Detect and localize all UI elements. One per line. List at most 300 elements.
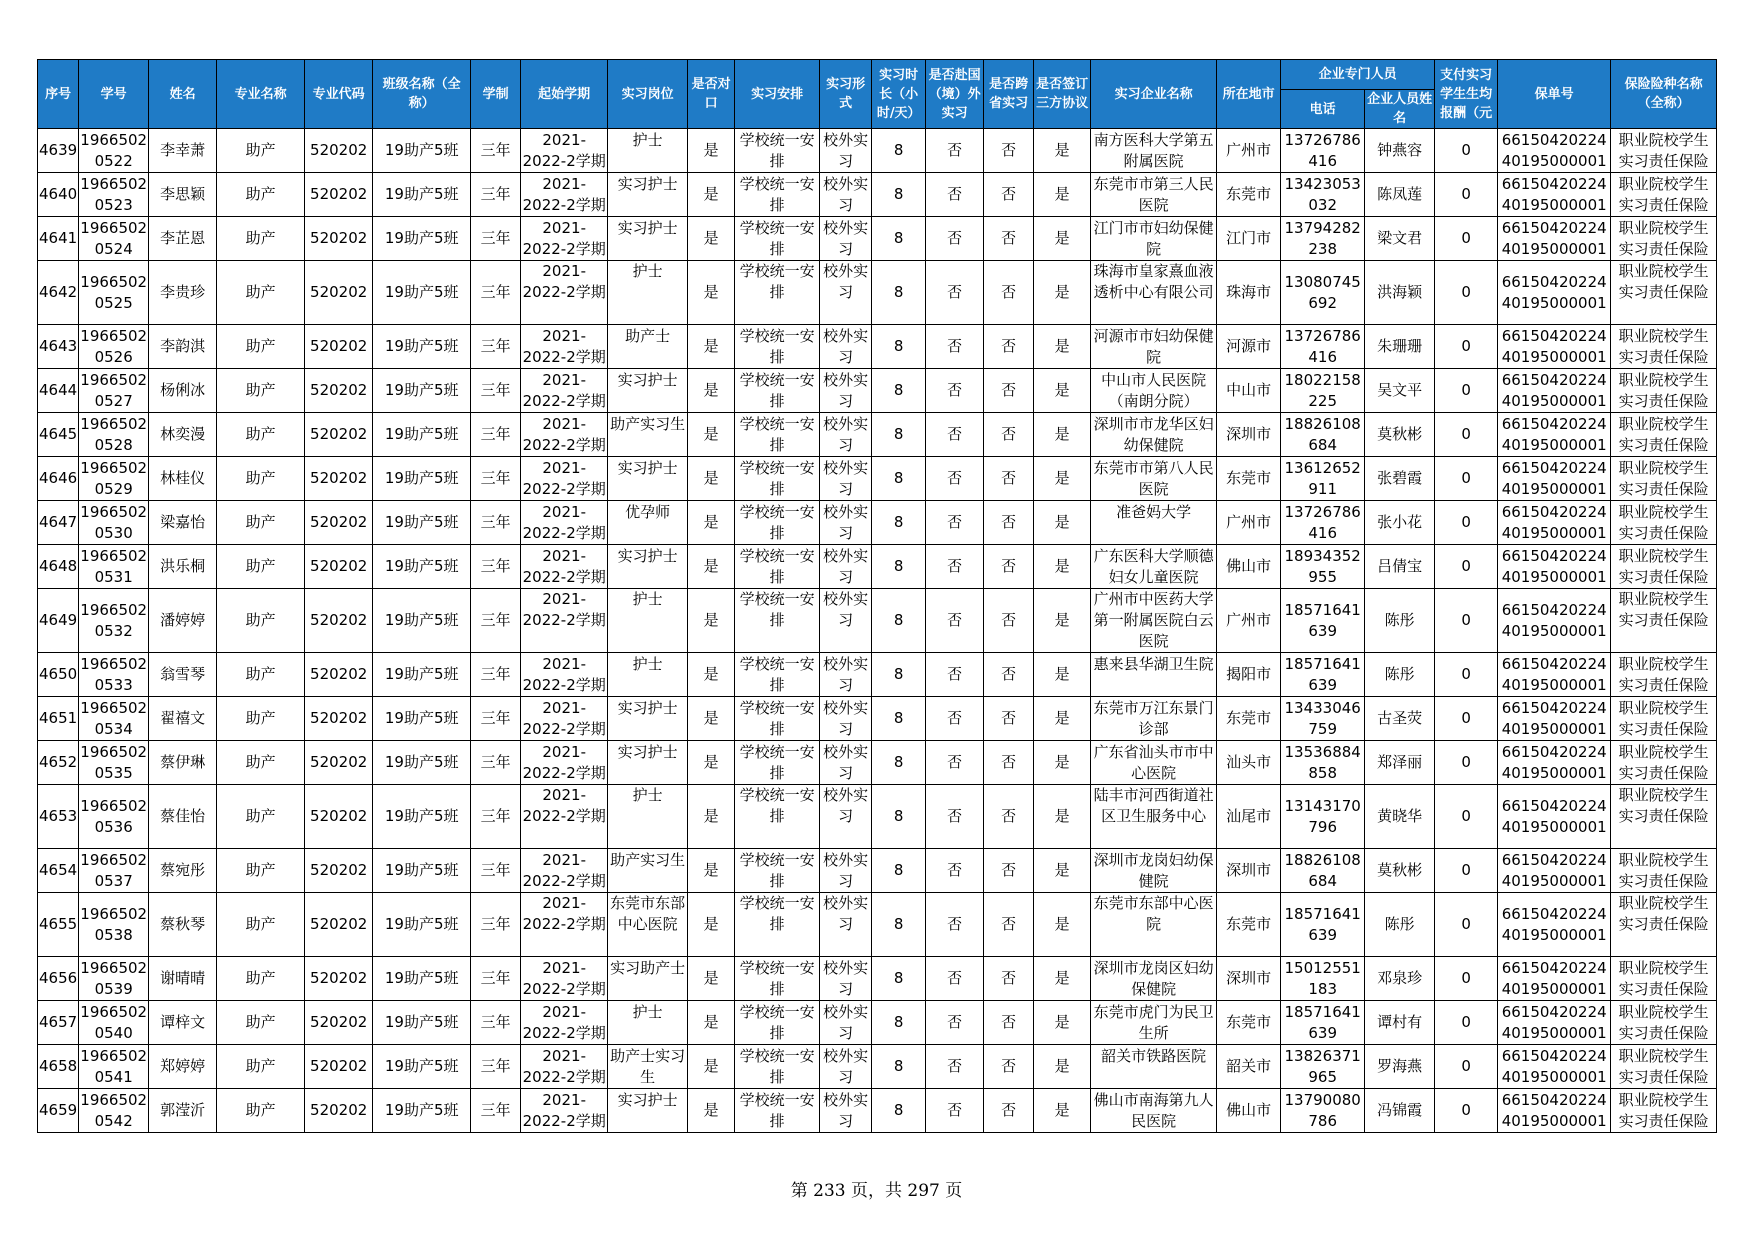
policy-part2: 40195000001 [1501,925,1607,944]
cell-major-code [305,785,373,849]
cell-phone [1281,849,1365,893]
cell-policy [1498,785,1611,849]
insurance: 职业院校学生实习责任保险 [1618,654,1709,694]
class-name: 19助产5班 [384,185,459,203]
student-id-part2: 0534 [94,719,133,738]
cell-student-name [149,893,217,957]
cell-abroad [926,653,984,697]
cell-phone [1281,697,1365,741]
table-row [38,129,1717,173]
cell-term [521,893,608,957]
policy-part1: 66150420224 [1501,850,1607,869]
major: 助产 [245,283,276,301]
cell-major-code [305,325,373,369]
cell-duration [471,741,521,785]
student-name: 郑婷婷 [160,1057,206,1075]
post: 助产士实习生 [610,1046,686,1086]
cell-phone [1281,325,1365,369]
student-id-part2: 0536 [94,817,133,836]
cell-class-name [373,1089,471,1133]
cell-duration [471,653,521,697]
cell-hours [872,697,926,741]
abroad: 否 [947,969,963,987]
cell-form [820,369,872,413]
student-id-part1: 1966502 [80,272,148,291]
contact-name: 陈彤 [1384,665,1415,683]
class-name: 19助产5班 [384,513,459,531]
cell-duration [471,501,521,545]
cell-arrangement [735,1045,820,1089]
cell-post [608,457,688,501]
cell-seq [38,261,79,325]
policy-part2: 40195000001 [1501,1067,1607,1086]
cell-tripartite [1034,413,1091,457]
phone-part2: 759 [1308,719,1337,738]
student-name: 蔡佳怡 [160,807,206,825]
tripartite: 是 [1054,665,1070,683]
cell-major-code [305,589,373,653]
cell-seq [38,501,79,545]
cell-major [217,785,305,849]
abroad: 否 [947,337,963,355]
cell-city [1217,957,1281,1001]
term: 2021-2022-2学期 [522,370,606,410]
phone-part2: 858 [1308,763,1337,782]
cell-term [521,1045,608,1089]
cell-insurance [1611,217,1717,261]
cell-class-name [373,261,471,325]
cell-matched [688,1089,735,1133]
cell-seq [38,325,79,369]
cell-city [1217,457,1281,501]
cell-class-name [373,653,471,697]
cell-seq [38,413,79,457]
phone-part2: 911 [1308,479,1337,498]
student-id-part2: 0537 [94,871,133,890]
arrangement: 学校统一安排 [739,1002,815,1042]
class-name: 19助产5班 [384,969,459,987]
student-id-part1: 1966502 [80,546,148,565]
cell-company [1091,217,1217,261]
abroad: 否 [947,381,963,399]
cell-abroad [926,325,984,369]
tripartite: 是 [1054,141,1070,159]
cell-student-id [79,325,149,369]
post: 实习护士 [617,370,678,389]
cell-major-code [305,545,373,589]
cell-post [608,741,688,785]
cell-insurance [1611,1045,1717,1089]
cell-major [217,325,305,369]
cell-major [217,741,305,785]
cell-matched [688,785,735,849]
duration: 三年 [480,229,511,247]
cell-seq [38,1045,79,1089]
cell-hours [872,413,926,457]
cell-company [1091,741,1217,785]
cell-major [217,457,305,501]
post: 优孕师 [625,502,671,521]
cell-city [1217,413,1281,457]
company: 惠来县华湖卫生院 [1093,654,1214,673]
duration: 三年 [480,709,511,727]
cell-hours [872,129,926,173]
cell-arrangement [735,457,820,501]
cell-term [521,261,608,325]
term: 2021-2022-2学期 [522,546,606,586]
student-name: 李思颖 [160,185,206,203]
seq: 4641 [39,229,78,247]
cell-class-name [373,785,471,849]
duration: 三年 [480,753,511,771]
cell-phone [1281,1089,1365,1133]
company: 南方医科大学第五附属医院 [1093,130,1214,170]
cell-company [1091,1089,1217,1133]
phone-part1: 13826371 [1284,1046,1361,1065]
cell-tripartite [1034,1089,1091,1133]
abroad: 否 [947,709,963,727]
pay: 0 [1461,337,1471,355]
header-class-name: 班级名称（全称） [373,60,471,129]
cell-duration [471,589,521,653]
cell-post [608,501,688,545]
abroad: 否 [947,141,963,159]
header-post: 实习岗位 [608,60,688,129]
cell-class-name [373,129,471,173]
cell-student-name [149,413,217,457]
cell-phone [1281,957,1365,1001]
cell-tripartite [1034,1045,1091,1089]
duration: 三年 [480,915,511,933]
cell-pay [1435,217,1498,261]
cell-contact-name [1365,653,1435,697]
matched: 是 [703,337,719,355]
cell-tripartite [1034,849,1091,893]
cell-pay [1435,893,1498,957]
cell-hours [872,653,926,697]
cell-duration [471,413,521,457]
major-code: 520202 [310,1013,368,1031]
arrangement: 学校统一安排 [739,742,815,782]
class-name: 19助产5班 [384,611,459,629]
post: 实习护士 [617,218,678,237]
cell-student-id [79,129,149,173]
cell-pay [1435,261,1498,325]
company: 陆丰市河西街道社区卫生服务中心 [1093,786,1214,825]
student-id-part2: 0528 [94,435,133,454]
phone-part2: 692 [1308,293,1337,312]
cell-city [1217,545,1281,589]
matched: 是 [703,557,719,575]
phone-part2: 786 [1308,1111,1337,1130]
cell-student-name [149,129,217,173]
cell-post [608,173,688,217]
phone-part1: 13790080 [1284,1090,1361,1109]
abroad: 否 [947,557,963,575]
phone-part1: 18934352 [1284,546,1361,565]
cell-student-name [149,173,217,217]
matched: 是 [703,665,719,683]
table-row [38,173,1717,217]
student-name: 李韵淇 [160,337,206,355]
student-name: 李幸萧 [160,141,206,159]
cell-arrangement [735,501,820,545]
cell-insurance [1611,457,1717,501]
cross-province: 否 [1001,753,1017,771]
header-insurance: 保险险种名称（全称） [1611,60,1717,129]
student-id-part1: 1966502 [80,698,148,717]
major: 助产 [245,1013,276,1031]
cell-hours [872,1045,926,1089]
form: 校外实习 [823,218,869,258]
student-id-part2: 0527 [94,391,133,410]
cell-major-code [305,369,373,413]
pay: 0 [1461,753,1471,771]
cell-term [521,741,608,785]
term: 2021-2022-2学期 [522,414,606,454]
abroad: 否 [947,513,963,531]
insurance: 职业院校学生实习责任保险 [1618,218,1709,258]
cell-student-id [79,501,149,545]
cell-seq [38,957,79,1001]
city: 东莞市 [1226,469,1272,487]
company: 深圳市市龙华区妇幼保健院 [1093,414,1214,454]
cell-major-code [305,217,373,261]
matched: 是 [703,229,719,247]
cell-policy [1498,1089,1611,1133]
insurance: 职业院校学生实习责任保险 [1618,958,1709,998]
cell-hours [872,173,926,217]
cell-duration [471,545,521,589]
cell-company [1091,129,1217,173]
hours: 8 [893,753,904,771]
phone-part1: 13080745 [1284,272,1361,291]
company: 准爸妈大学 [1116,502,1192,521]
tripartite: 是 [1054,969,1070,987]
company: 江门市市妇幼保健院 [1093,218,1214,258]
major-code: 520202 [310,229,368,247]
cell-post [608,129,688,173]
city: 深圳市 [1226,425,1272,443]
class-name: 19助产5班 [384,1101,459,1119]
company: 韶关市铁路医院 [1101,1046,1207,1065]
term: 2021-2022-2学期 [522,1090,606,1130]
cell-abroad [926,501,984,545]
city: 东莞市 [1226,185,1272,203]
cell-duration [471,1001,521,1045]
header-cross-province: 是否跨省实习 [984,60,1034,129]
cell-form [820,1001,872,1045]
hours: 8 [893,229,904,247]
company: 中山市人民医院（南朗分院） [1101,370,1207,410]
cross-province: 否 [1001,915,1017,933]
seq: 4654 [39,861,78,879]
class-name: 19助产5班 [384,557,459,575]
cell-policy [1498,325,1611,369]
cell-post [608,1001,688,1045]
cell-tripartite [1034,957,1091,1001]
table-row [38,1045,1717,1089]
matched: 是 [703,915,719,933]
cell-contact-name [1365,261,1435,325]
cell-form [820,957,872,1001]
cell-duration [471,369,521,413]
header-student-id: 学号 [79,60,149,129]
term: 2021-2022-2学期 [522,130,606,170]
phone-part1: 18571641 [1284,1002,1361,1021]
cell-hours [872,457,926,501]
phone-part1: 13726786 [1284,502,1361,521]
cell-policy [1498,369,1611,413]
matched: 是 [703,381,719,399]
policy-part2: 40195000001 [1501,195,1607,214]
cell-city [1217,369,1281,413]
policy-part1: 66150420224 [1501,742,1607,761]
form: 校外实习 [823,786,869,825]
phone-part1: 13726786 [1284,326,1361,345]
cell-form [820,173,872,217]
term: 2021-2022-2学期 [522,326,606,366]
city: 汕尾市 [1226,807,1272,825]
abroad: 否 [947,229,963,247]
major: 助产 [245,709,276,727]
pay: 0 [1461,381,1471,399]
phone-part1: 13536884 [1284,742,1361,761]
cell-post [608,545,688,589]
cell-major-code [305,957,373,1001]
student-id-part1: 1966502 [80,904,148,923]
student-id-part2: 0524 [94,239,133,258]
form: 校外实习 [823,502,869,542]
form: 校外实习 [823,1090,869,1130]
table-row [38,413,1717,457]
city: 广州市 [1226,611,1272,629]
student-name: 潘婷婷 [160,611,206,629]
cell-policy [1498,653,1611,697]
cell-city [1217,785,1281,849]
contact-name: 谭村有 [1377,1013,1423,1031]
cell-cross-province [984,589,1034,653]
cell-policy [1498,1045,1611,1089]
cell-abroad [926,369,984,413]
tripartite: 是 [1054,709,1070,727]
cell-class-name [373,697,471,741]
table-body [38,129,1717,1133]
insurance: 职业院校学生实习责任保险 [1618,1002,1709,1042]
cell-hours [872,741,926,785]
cross-province: 否 [1001,337,1017,355]
insurance: 职业院校学生实习责任保险 [1618,174,1709,214]
cell-contact-name [1365,129,1435,173]
cell-pay [1435,369,1498,413]
form: 校外实习 [823,130,869,170]
form: 校外实习 [823,698,869,738]
cell-major [217,653,305,697]
cell-tripartite [1034,501,1091,545]
abroad: 否 [947,665,963,683]
duration: 三年 [480,185,511,203]
major-code: 520202 [310,283,368,301]
contact-name: 陈彤 [1384,915,1415,933]
cell-major [217,1089,305,1133]
phone-part2: 416 [1308,347,1337,366]
cell-major [217,893,305,957]
cell-abroad [926,849,984,893]
cell-arrangement [735,545,820,589]
student-name: 蔡伊琳 [160,753,206,771]
seq: 4652 [39,753,78,771]
cell-cross-province [984,1001,1034,1045]
cell-contact-name [1365,217,1435,261]
policy-part1: 66150420224 [1501,1002,1607,1021]
cell-matched [688,545,735,589]
major-code: 520202 [310,807,368,825]
cell-duration [471,893,521,957]
major: 助产 [245,611,276,629]
insurance: 职业院校学生实习责任保险 [1618,850,1709,890]
cell-form [820,457,872,501]
term: 2021-2022-2学期 [522,742,606,782]
phone-part2: 225 [1308,391,1337,410]
contact-name: 莫秋彬 [1377,861,1423,879]
arrangement: 学校统一安排 [739,130,815,170]
cell-insurance [1611,129,1717,173]
arrangement: 学校统一安排 [739,1046,815,1086]
student-id-part2: 0529 [94,479,133,498]
cell-cross-province [984,129,1034,173]
term: 2021-2022-2学期 [522,502,606,542]
policy-part2: 40195000001 [1501,567,1607,586]
hours: 8 [893,861,904,879]
cell-major-code [305,653,373,697]
cell-major-code [305,849,373,893]
header-tripartite: 是否签订三方协议 [1034,60,1091,129]
post: 护士 [632,590,663,608]
phone-part1: 13612652 [1284,458,1361,477]
cell-city [1217,261,1281,325]
cell-class-name [373,501,471,545]
insurance: 职业院校学生实习责任保险 [1618,458,1709,498]
cell-phone [1281,653,1365,697]
cell-arrangement [735,589,820,653]
duration: 三年 [480,807,511,825]
term: 2021-2022-2学期 [522,894,606,933]
major: 助产 [245,425,276,443]
cell-student-id [79,957,149,1001]
major: 助产 [245,969,276,987]
cell-class-name [373,589,471,653]
cell-matched [688,849,735,893]
cell-cross-province [984,741,1034,785]
cell-student-id [79,369,149,413]
cell-arrangement [735,741,820,785]
term: 2021-2022-2学期 [522,654,606,694]
major: 助产 [245,665,276,683]
pay: 0 [1461,141,1471,159]
cell-hours [872,849,926,893]
cell-cross-province [984,173,1034,217]
student-id-part1: 1966502 [80,1002,148,1021]
hours: 8 [893,381,904,399]
cell-form [820,785,872,849]
major: 助产 [245,185,276,203]
policy-part1: 66150420224 [1501,370,1607,389]
insurance: 职业院校学生实习责任保险 [1618,262,1709,301]
pay: 0 [1461,1101,1471,1119]
class-name: 19助产5班 [384,229,459,247]
seq: 4644 [39,381,78,399]
arrangement: 学校统一安排 [739,502,815,542]
